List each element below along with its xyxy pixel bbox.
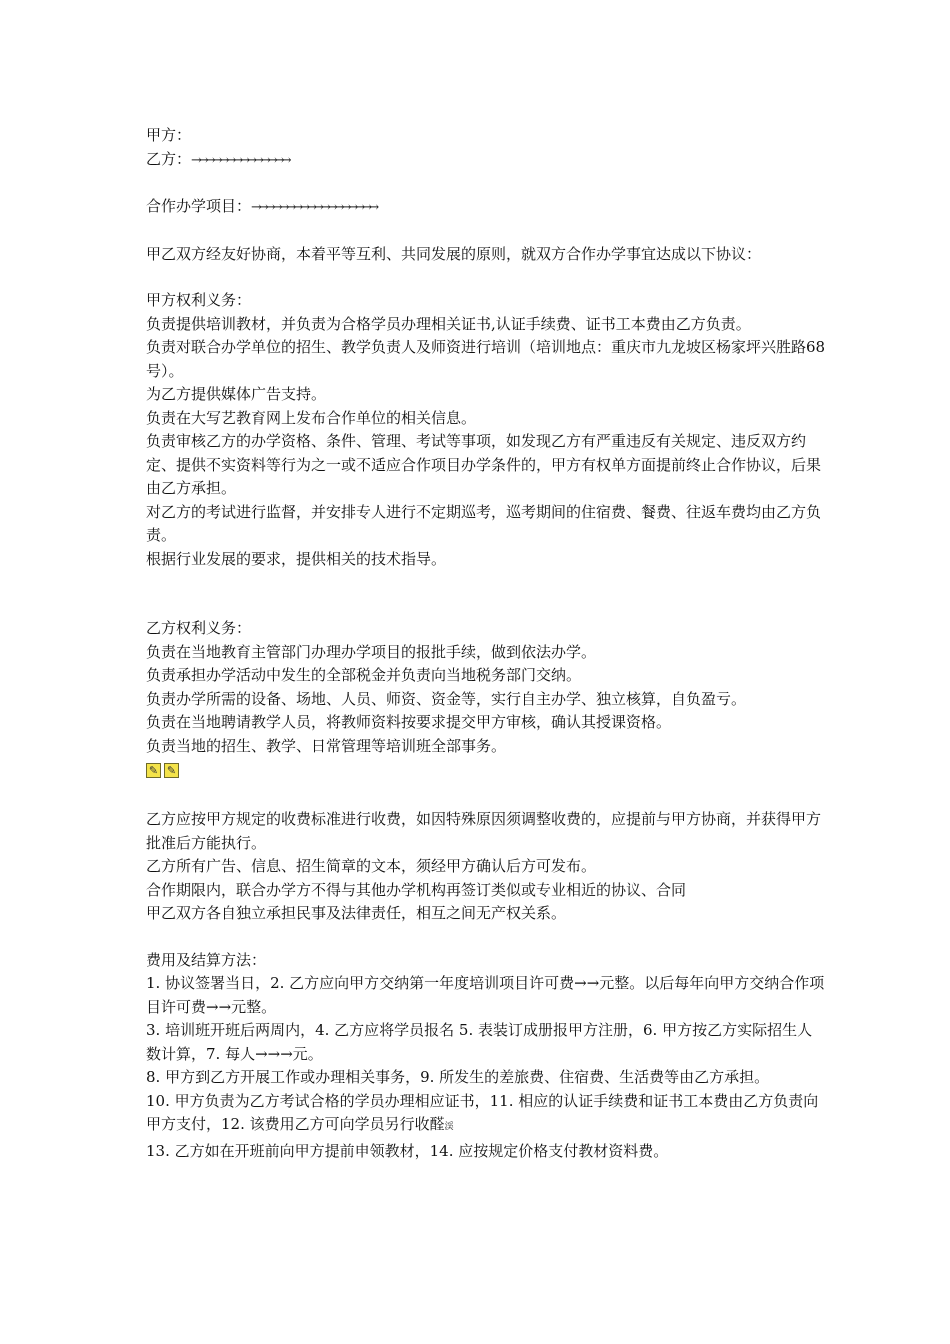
- fees-item: 3. 培训班开班后两周内，4. 乙方应将学员报名 5. 表装订成册报甲方注册，6. 甲方按乙方实际招生人数计算，7. 每人→→→元。: [146, 1021, 813, 1063]
- party-a-item: 负责提供培训教材，并负责为合格学员办理相关证书,认证手续费、证书工本费由乙方负责。: [146, 314, 751, 333]
- fees-trailing-mark: 渓: [444, 1122, 454, 1132]
- party-a-item: 根据行业发展的要求，提供相关的技术指导。: [146, 549, 447, 568]
- pencil-icon: ✎: [164, 763, 179, 778]
- party-b-label: 乙方：: [146, 149, 192, 168]
- party-a-item: 负责在大写艺教育网上发布合作单位的相关信息。: [146, 408, 477, 427]
- party-a-line: 甲方：: [146, 126, 192, 144]
- fees-item-text: 10. 甲方负责为乙方考试合格的学员办理相应证书，11. 相应的认证手续费和证书工本费由乙方负责向甲方支付，12. 该费用乙方可向学员另行收醛: [146, 1091, 819, 1133]
- party-b-line: [146, 148, 826, 173]
- fees-heading: 费用及结算方法：: [146, 950, 267, 969]
- terms-item: 乙方所有广告、信息、招生简章的文本，须经甲方确认后方可发布。: [146, 857, 597, 875]
- terms-item: 乙方应按甲方规定的收费标准进行收费，如因特殊原因须调整收费的，应提前与甲方协商，并获得甲方批准后方能执行。: [146, 810, 822, 852]
- terms-item: 合作期限内，联合办学方不得与其他办学机构再签订类似或专业相近的协议、合同: [146, 880, 687, 899]
- fees-item: 8. 甲方到乙方开展工作或办理相关事务，9. 所发生的差旅费、住宿费、生活费等由乙方承担。: [146, 1068, 770, 1086]
- project-fill: →→→→→→→→→→→→→→→→→→: [251, 200, 376, 215]
- intro-paragraph: 甲乙双方经友好协商，本着平等互利、共同发展的原则，就双方合作办学事宜达成以下协议：: [146, 244, 762, 263]
- party-a-item: 对乙方的考试进行监督，并安排专人进行不定期巡考，巡考期间的住宿费、餐费、往返车费均由乙方负责。: [146, 502, 822, 544]
- party-a-item: 负责审核乙方的办学资格、条件、管理、考试等事项，如发现乙方有严重违反有关规定、违反双方约定、提供不实资料等行为之一或不适应合作项目办学条件的，甲方有权单方面提前终止合作协议，后果由乙方承担。: [146, 432, 822, 497]
- party-b-item: 负责当地的招生、教学、日常管理等培训班全部事务。: [146, 736, 507, 755]
- party-a-item: 为乙方提供媒体广告支持。: [146, 385, 327, 403]
- party-b-heading: 乙方权利义务：: [146, 619, 252, 637]
- project-label: 合作办学项目：: [146, 197, 252, 215]
- party-a-heading: 甲方权利义务：: [146, 291, 252, 309]
- party-b-item: 负责在当地教育主管部门办理办学项目的报批手续，做到依法办学。: [146, 642, 597, 661]
- party-a-item: 负责对联合办学单位的招生、教学负责人及师资进行培训（培训地点：重庆市九龙坡区杨家坪兴胜路68号）。: [146, 338, 826, 380]
- edit-icon-group: [146, 759, 826, 781]
- document-page: [146, 124, 826, 1163]
- party-b-fill: →→→→→→→→→→→→→→: [191, 152, 288, 168]
- terms-item: 甲乙双方各自独立承担民事及法律责任，相互之间无产权关系。: [146, 904, 567, 922]
- fees-item: [146, 1090, 826, 1140]
- pencil-icon: ✎: [146, 763, 161, 778]
- party-b-item: 负责承担办学活动中发生的全部税金并负责向当地税务部门交纳。: [146, 666, 582, 684]
- project-line: [146, 195, 826, 220]
- party-b-item: 负责办学所需的设备、场地、人员、师资、资金等，实行自主办学、独立核算，自负盈亏。: [146, 689, 747, 708]
- fees-item: 1. 协议签署当日，2. 乙方应向甲方交纳第一年度培训项目许可费→→元整。以后每年向甲方交纳合作项目许可费→→元整。: [146, 974, 825, 1016]
- fees-item: 13. 乙方如在开班前向甲方提前申领教材，14. 应按规定价格支付教材资料费。: [146, 1141, 669, 1160]
- party-b-item: 负责在当地聘请教学人员，将教师资料按要求提交甲方审核，确认其授课资格。: [146, 713, 672, 731]
